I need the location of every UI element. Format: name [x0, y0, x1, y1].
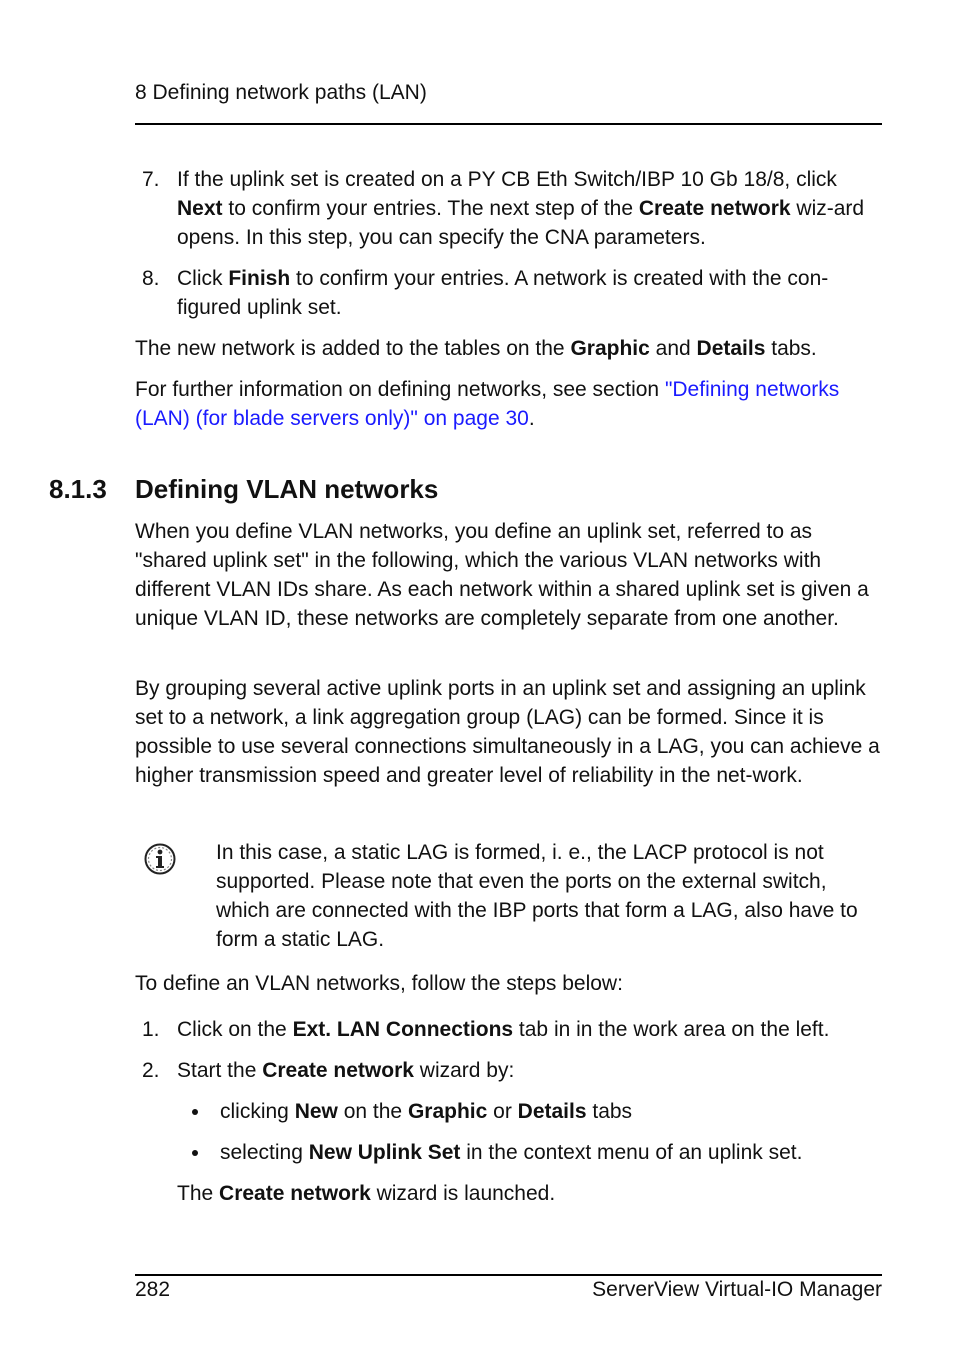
- step-text-part: wizard by:: [413, 1059, 515, 1082]
- ui-term-graphic: Graphic: [570, 337, 650, 360]
- page-number: 282: [135, 1278, 171, 1301]
- paragraph-lag: By grouping several active uplink ports in an uplink set and assigning an uplink set to a network, a link aggregation group (LAG) can be formed. Since it is possible to use several connections simultaneously in a LAG, you can achieve a higher transmission speed and greater level of reliability in the net-work.: [135, 677, 880, 787]
- bullet-text: [220, 1138, 880, 1167]
- step-8: [135, 264, 882, 324]
- ui-term-finish: Finish: [228, 267, 291, 290]
- step-number: 1.: [142, 1018, 160, 1041]
- paragraph-steps-intro: To define an VLAN networks, follow the steps below:: [135, 972, 623, 995]
- section-title: Defining VLAN networks: [135, 474, 439, 504]
- bullet-dot: [192, 1109, 198, 1115]
- paragraph-further-info: [135, 375, 882, 433]
- step-text-part: If the uplink set is created on a PY CB Eth Switch/IBP 10 Gb 18/8, click: [177, 168, 837, 191]
- step-2: [135, 1056, 882, 1086]
- ui-term-new: New: [294, 1100, 338, 1123]
- step-text-part: wiz-ard opens. In this step, you can specify the CNA parameters.: [177, 197, 865, 249]
- step-text-part: Click: [177, 267, 229, 290]
- step-text-part: Start the: [177, 1059, 263, 1082]
- product-name: ServerView Virtual-IO Manager: [592, 1278, 882, 1301]
- running-header: 8 Defining network paths (LAN): [135, 81, 427, 104]
- info-icon: [143, 842, 177, 876]
- bullet-text: [220, 1097, 880, 1126]
- step-text: [177, 1056, 882, 1085]
- bullet-item: [192, 1138, 882, 1168]
- ui-term-ext-lan-connections: Ext. LAN Connections: [292, 1018, 514, 1041]
- bullet-dot: [192, 1150, 198, 1156]
- text-part: tabs.: [765, 337, 817, 360]
- step-1: [135, 1015, 882, 1045]
- paragraph-result: [177, 1179, 882, 1208]
- text-part: selecting: [220, 1141, 309, 1164]
- paragraph-tables: [135, 334, 882, 363]
- step-number: 8.: [142, 267, 160, 290]
- cross-reference-link[interactable]: "Defining networks (LAN) (for blade servers only)" on page 30: [135, 378, 840, 430]
- step-text: [177, 165, 882, 252]
- text-part: and: [649, 337, 697, 360]
- ui-term-next: Next: [177, 197, 223, 220]
- ui-term-new-uplink-set: New Uplink Set: [308, 1141, 461, 1164]
- note-text: In this case, a static LAG is formed, i. e., the LACP protocol is not supported. Please note that even the ports on the external switch, which are connected with the IBP ports that form a LAG, also have to form a static LAG.: [216, 841, 858, 951]
- section-number: 8.1.3: [49, 474, 107, 504]
- ui-term-details: Details: [517, 1100, 587, 1123]
- step-number: 7.: [142, 168, 160, 191]
- step-number: 2.: [142, 1059, 160, 1082]
- text-part: on the: [337, 1100, 408, 1123]
- text-part: wizard is launched.: [370, 1182, 556, 1205]
- ui-term-details: Details: [696, 337, 766, 360]
- paragraph-vlan-intro: When you define VLAN networks, you define an uplink set, referred to as "shared uplink set" in the following, which the various VLAN networks with different VLAN IDs share. As each network within a shared uplink set is given a unique VLAN ID, these networks are completely separate from one another.: [135, 520, 869, 630]
- step-7: [135, 165, 882, 255]
- header-rule: [135, 123, 882, 125]
- ui-term-graphic: Graphic: [407, 1100, 488, 1123]
- text-part: For further information on defining networks, see section: [135, 378, 665, 401]
- text-part: The: [177, 1182, 220, 1205]
- step-text: [177, 1015, 882, 1044]
- text-part: clicking: [220, 1100, 295, 1123]
- step-text-part: to confirm your entries. A network is created with the con-figured uplink set.: [177, 267, 829, 319]
- text-part: or: [487, 1100, 518, 1123]
- step-text-part: tab in in the work area on the left.: [513, 1018, 830, 1041]
- bullet-item: [192, 1097, 882, 1127]
- ui-term-create-network: Create network: [262, 1059, 414, 1082]
- ui-term-create-network: Create network: [219, 1182, 371, 1205]
- text-part: tabs: [586, 1100, 633, 1123]
- text-part: The new network is added to the tables on the: [135, 337, 571, 360]
- text-part: .: [528, 407, 535, 430]
- text-part: in the context menu of an uplink set.: [460, 1141, 803, 1164]
- step-text: [177, 264, 882, 322]
- step-text-part: Click on the: [177, 1018, 293, 1041]
- step-text-part: to confirm your entries. The next step of the: [222, 197, 639, 220]
- ui-term-create-network: Create network: [638, 197, 791, 220]
